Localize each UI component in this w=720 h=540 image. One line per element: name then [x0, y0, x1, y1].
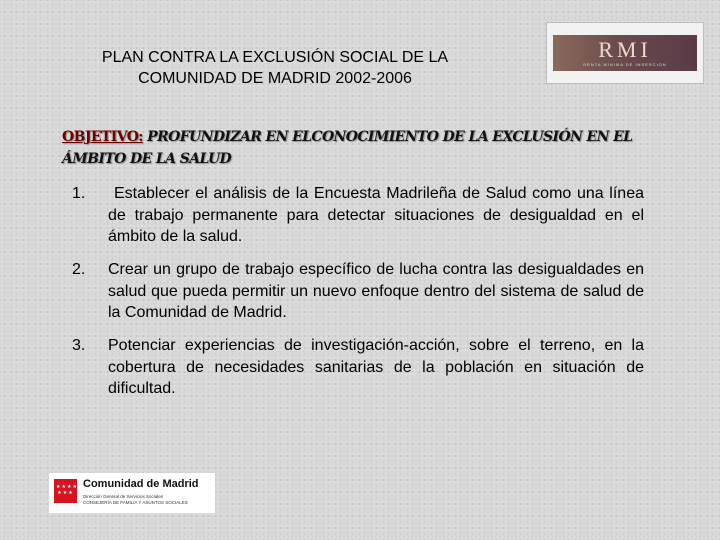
- rmi-logo-mark: RMI: [598, 37, 652, 62]
- title-line-1: PLAN CONTRA LA EXCLUSIÓN SOCIAL DE LA: [101, 49, 449, 66]
- list-item-number: 3.: [72, 337, 86, 354]
- list-item-number: 2.: [72, 261, 86, 278]
- page-title: [40, 47, 510, 89]
- comunidad-madrid-logo: [49, 473, 215, 513]
- objective-heading: [62, 126, 642, 170]
- rmi-logo-band: [553, 35, 697, 71]
- rmi-logo-subtitle: RENTA MINIMA DE INSERCION: [583, 62, 667, 67]
- objective-text: PROFUNDIZAR EN ELCONOCIMIENTO DE LA EXCLUSIÓN EN EL ÁMBITO DE LA SALUD: [62, 129, 633, 167]
- title-line-2: COMUNIDAD DE MADRID 2002-2006: [138, 70, 412, 87]
- madrid-flag-icon: ★★★★ ★★★: [54, 479, 77, 503]
- logo-line-1: Dirección General de Servicios Sociales: [83, 494, 164, 499]
- list-item-text: Crear un grupo de trabajo específico de lucha contra las desigualdades en salud que pueda permitir un nuevo enfoque dentro del sistema de salud de la Comunidad de Madrid.: [108, 261, 644, 321]
- list-item-text: Potenciar experiencias de investigación-acción, sobre el terreno, en la cobertura de necesidades sanitarias de la población en situación de dificultad.: [108, 337, 644, 397]
- logo-line-2: CONSEJERÍA DE FAMILIA Y ASUNTOS SOCIALES: [83, 500, 188, 505]
- list-item-text: Establecer el análisis de la Encuesta Madrileña de Salud como una línea de trabajo permanente para detectar situaciones de desigualdad en el ámbito de la salud.: [108, 185, 644, 245]
- objective-label: OBJETIVO:: [62, 129, 143, 145]
- rmi-logo: [546, 22, 704, 84]
- list-item-number: 1.: [72, 185, 86, 202]
- logo-name: Comunidad de Madrid: [83, 478, 199, 490]
